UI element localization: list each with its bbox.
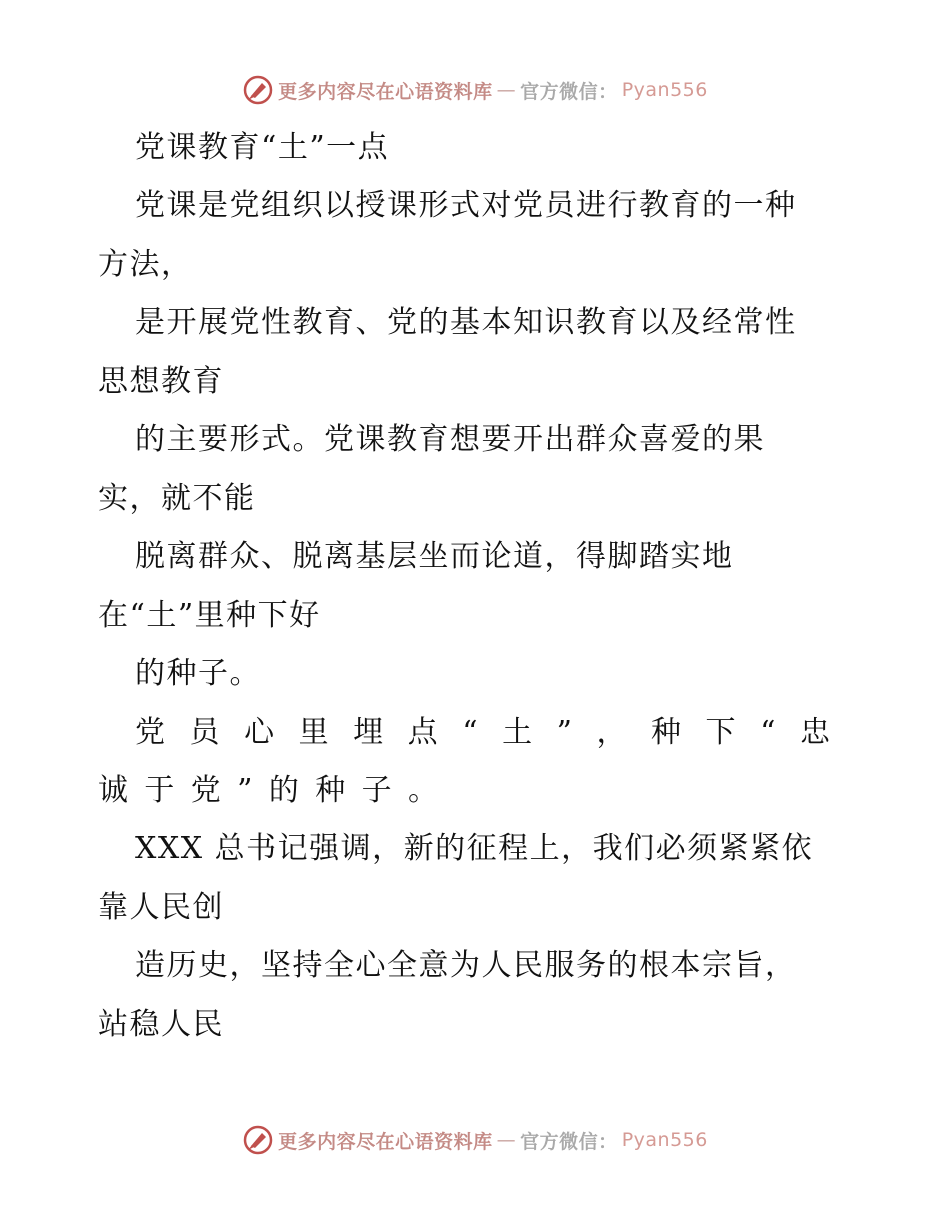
section-heading-line-1 <box>135 713 830 753</box>
paragraph-line: XXX 总书记强调，新的征程上，我们必须紧紧依 <box>135 831 814 866</box>
paragraph-line: 站稳人民 <box>98 1007 224 1042</box>
paragraph-line: 党课是党组织以授课形式对党员进行教育的一种 <box>135 188 797 223</box>
heading-char: 于 <box>144 773 175 808</box>
heading-char: 党 <box>135 715 165 750</box>
footer-banner-content <box>242 1124 708 1156</box>
section-heading-line-2 <box>98 771 438 811</box>
paragraph-line: 脱离群众、脱离基层坐而论道，得脚踏实地 <box>135 539 734 574</box>
heading-char: 员 <box>189 715 220 750</box>
heading-char: 种 <box>651 715 681 750</box>
banner-wechat-label: 官方微信： <box>520 80 618 103</box>
header-banner <box>0 70 950 110</box>
paragraph-line: 靠人民创 <box>98 890 224 925</box>
heading-char: 诚 <box>98 773 128 808</box>
banner-site-name: 更多内容尽在心语资料库 <box>278 1130 493 1153</box>
heading-char: “ <box>462 715 478 750</box>
heading-char: 下 <box>705 715 736 750</box>
banner-separator: — <box>496 1129 517 1151</box>
heading-char: 土 <box>502 715 533 750</box>
document-title: 党课教育“土”一点 <box>135 130 390 165</box>
heading-char: 的 <box>268 773 299 808</box>
header-banner-content <box>242 74 708 106</box>
heading-char: ， <box>596 715 627 750</box>
heading-char: ” <box>556 715 572 750</box>
banner-site-name: 更多内容尽在心语资料库 <box>278 80 493 103</box>
heading-char: 里 <box>298 715 329 750</box>
paragraph-line: 的种子。 <box>135 656 261 691</box>
heading-char: 党 <box>190 773 221 808</box>
banner-wechat-label: 官方微信： <box>520 1130 618 1153</box>
heading-char: “ <box>760 715 776 750</box>
heading-char: 埋 <box>353 715 384 750</box>
paragraph-line: 实，就不能 <box>98 481 256 516</box>
heading-char: 点 <box>407 715 438 750</box>
pen-nib-logo-icon <box>242 1124 274 1156</box>
heading-char: ” <box>237 773 253 808</box>
paragraph-line: 的主要形式。党课教育想要开出群众喜爱的果 <box>135 422 765 457</box>
paragraph-line: 造历史，坚持全心全意为人民服务的根本宗旨， <box>135 948 797 983</box>
banner-separator: — <box>496 79 517 101</box>
footer-banner <box>0 1120 950 1160</box>
heading-char: 子 <box>361 773 392 808</box>
banner-wechat-id: Pyan556 <box>621 79 708 101</box>
heading-char: 种 <box>315 773 346 808</box>
heading-char: 心 <box>244 715 275 750</box>
heading-char: 忠 <box>799 715 830 750</box>
banner-wechat-id: Pyan556 <box>621 1129 708 1151</box>
paragraph-line: 是开展党性教育、党的基本知识教育以及经常性 <box>135 305 797 340</box>
heading-char: 。 <box>407 773 438 808</box>
pen-nib-logo-icon <box>242 74 274 106</box>
paragraph-line: 思想教育 <box>98 364 224 399</box>
paragraph-line: 在“土”里种下好 <box>98 598 321 633</box>
paragraph-line: 方法， <box>98 247 193 282</box>
